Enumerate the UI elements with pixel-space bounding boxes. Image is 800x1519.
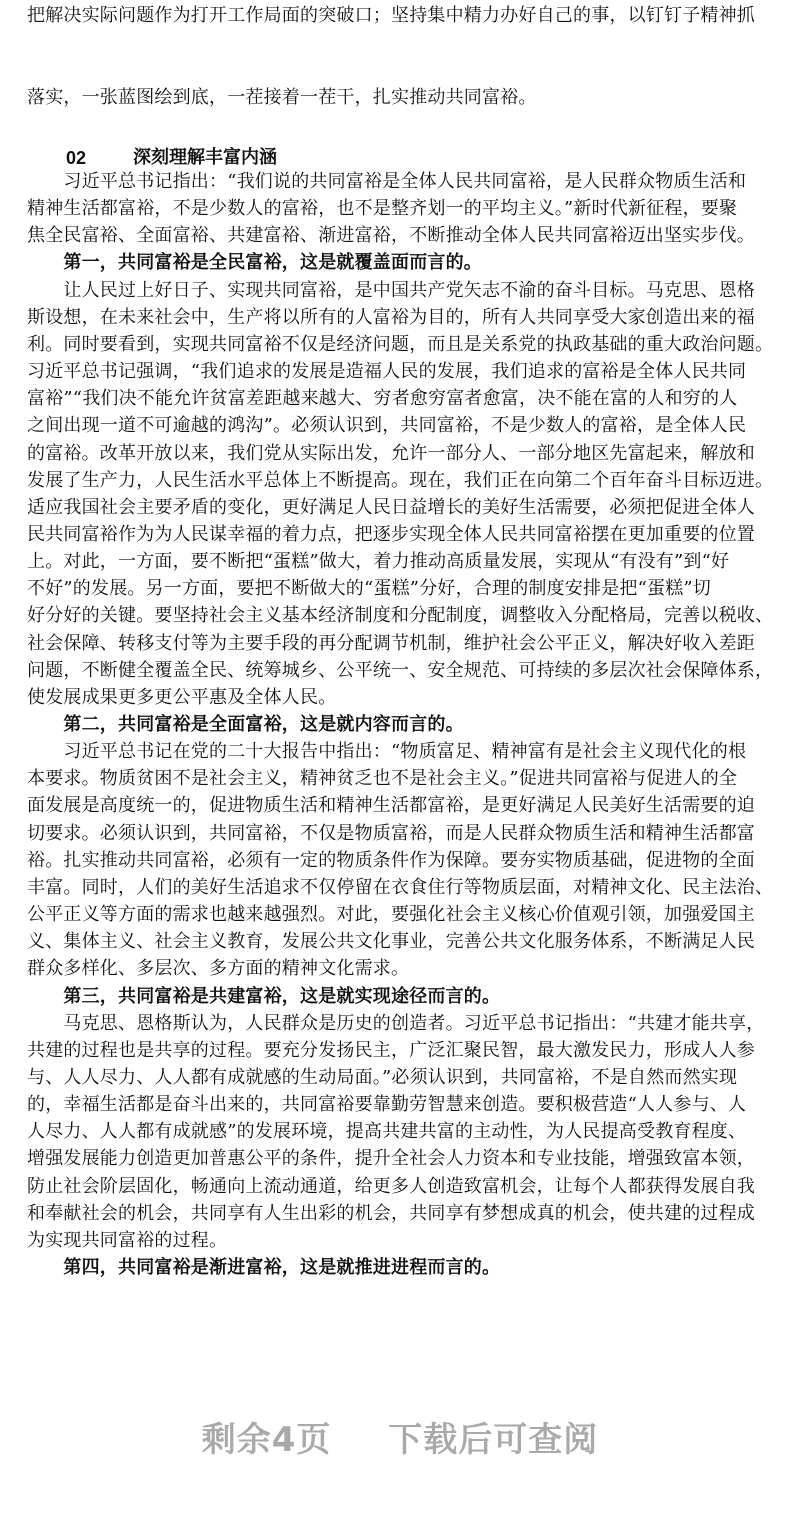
text-line: 发展了生产力，人民生活水平总体上不断提高。现在，我们正在向第二个百年奋斗目标迈进。 [27, 470, 774, 491]
text-line: 公平正义等方面的需求也越来越强烈。对此，要强化社会主义核心价值观引领，加强爱国主 [27, 904, 755, 925]
text-line: 社会保障、转移支付等为主要手段的再分配调节机制，维护社会公平正义，解决好收入差距 [27, 633, 755, 654]
text-line: 之间出现一道不可逾越的鸿沟”。必须认识到，共同富裕，不是少数人的富裕，是全体人民 [27, 415, 747, 436]
text-line: 裕。扎实推动共同富裕，必须有一定的物质条件作为保障。要夯实物质基础，促进物的全面 [27, 850, 755, 871]
text-line: 面发展是高度统一的，促进物质生活和精神生活都富裕，是更好满足人民美好生活需要的迫 [27, 795, 755, 816]
subheading: 第三，共同富裕是共建富裕，这是就实现途径而言的。 [27, 986, 501, 1007]
text-line: 不好”的发展。另一方面，要把不断做大的“蛋糕”分好，合理的制度安排是把“蛋糕”切 [27, 578, 712, 599]
text-line: 为实现共同富裕的过程。 [27, 1230, 228, 1251]
download-banner[interactable] [0, 1418, 800, 1462]
section-title: 深刻理解丰富内涵 [133, 147, 277, 168]
text-line: 与、人人尽力、人人都有成就感的生动局面。”必须认识到，共同富裕，不是自然而然实现 [27, 1067, 738, 1088]
text-line: 焦全民富裕、全面富裕、共建富裕、渐进富裕，不断推动全体人民共同富裕迈出坚实步伐。 [27, 225, 755, 246]
text-line: 习近平总书记指出：“我们说的共同富裕是全体人民共同富裕，是人民群众物质生活和 [27, 171, 747, 192]
text-line: 精神生活都富裕，不是少数人的富裕，也不是整齐划一的平均主义。”新时代新征程，要聚 [27, 198, 738, 219]
text-line: 防止社会阶层固化，畅通向上流动通道，给更多人创造致富机会，让每个人都获得发展自我 [27, 1176, 755, 1197]
text-line: 上。对此，一方面，要不断把“蛋糕”做大，着力推动高质量发展，实现从“有没有”到“好 [27, 551, 730, 572]
text-line: 使发展成果更多更公平惠及全体人民。 [27, 687, 337, 708]
text-line: 义、集体主义、社会主义教育，发展公共文化事业，完善公共文化服务体系，不断满足人民 [27, 931, 755, 952]
text-line: 问题，不断健全覆盖全民、统筹城乡、公平统一、安全规范、可持续的多层次社会保障体系， [27, 660, 774, 681]
text-line: 把解决实际问题作为打开工作局面的突破口；坚持集中精力办好自己的事，以钉钉子精神抓 [27, 5, 755, 26]
text-line: 人尽力、人人都有成就感”的发展环境，提高共建共富的主动性，为人民提高受教育程度、 [27, 1121, 747, 1142]
text-line: 富裕”“我们决不能允许贫富差距越来越大、穷者愈穷富者愈富，决不能在富的人和穷的人 [27, 388, 738, 409]
text-line: 习近平总书记强调，“我们追求的发展是造福人民的发展，我们追求的富裕是全体人民共同 [27, 361, 747, 382]
text-line: 落实，一张蓝图绘到底，一茬接着一茬干，扎实推动共同富裕。 [27, 87, 537, 108]
download-to-view-label: 下载后可查阅 [388, 1420, 599, 1460]
text-line: 的富裕。改革开放以来，我们党从实际出发，允许一部分人、一部分地区先富起来，解放和 [27, 443, 755, 464]
text-line: 斯设想，在未来社会中，生产将以所有的人富裕为目的，所有人共同享受大家创造出来的福 [27, 307, 755, 328]
text-line: 群众多样化、多层次、多方面的精神文化需求。 [27, 958, 410, 979]
text-line: 丰富。同时，人们的美好生活追求不仅停留在衣食住行等物质层面，对精神文化、民主法治、 [27, 877, 774, 898]
text-line: 和奉献社会的机会，共同享有人生出彩的机会，共同享有梦想成真的机会，使共建的过程成 [27, 1203, 755, 1224]
text-line: 民共同富裕作为为人民谋幸福的着力点，把逐步实现全体人民共同富裕摆在更加重要的位置 [27, 524, 755, 545]
text-line: 习近平总书记在党的二十大报告中指出：“物质富足、精神富有是社会主义现代化的根 [27, 741, 747, 762]
subheading: 第四，共同富裕是渐进富裕，这是就推进进程而言的。 [27, 1257, 501, 1278]
text-line: 好分好的关键。要坚持社会主义基本经济制度和分配制度，调整收入分配格局，完善以税收、 [27, 605, 774, 626]
subheading: 第二，共同富裕是全面富裕，这是就内容而言的。 [27, 714, 464, 735]
subheading: 第一，共同富裕是全民富裕，这是就覆盖面而言的。 [27, 252, 482, 273]
text-line: 共建的过程也是共享的过程。要充分发扬民主，广泛汇聚民智，最大激发民力，形成人人参 [27, 1040, 755, 1061]
text-line: 增强发展能力创造更加普惠公平的条件，提升全社会人力资本和专业技能，增强致富本领， [27, 1148, 755, 1169]
text-line: 适应我国社会主要矛盾的变化，更好满足人民日益增长的美好生活需要，必须把促进全体人 [27, 497, 755, 518]
remaining-pages-label: 剩余4页 [201, 1420, 332, 1460]
text-line: 让人民过上好日子、实现共同富裕，是中国共产党矢志不渝的奋斗目标。马克思、恩格 [27, 280, 755, 301]
text-line: 的，幸福生活都是奋斗出来的，共同富裕要靠勤劳智慧来创造。要积极营造“人人参与、人 [27, 1094, 747, 1115]
text-line: 利。同时要看到，实现共同富裕不仅是经济问题，而且是关系党的执政基础的重大政治问题。 [27, 334, 774, 355]
section-number: 02 [66, 148, 87, 168]
text-line: 马克思、恩格斯认为，人民群众是历史的创造者。习近平总书记指出：“共建才能共享， [27, 1013, 765, 1034]
text-line: 本要求。物质贫困不是社会主义，精神贫乏也不是社会主义。”促进共同富裕与促进人的全 [27, 768, 738, 789]
text-line: 切要求。必须认识到，共同富裕，不仅是物质富裕，而是人民群众物质生活和精神生活都富 [27, 823, 755, 844]
